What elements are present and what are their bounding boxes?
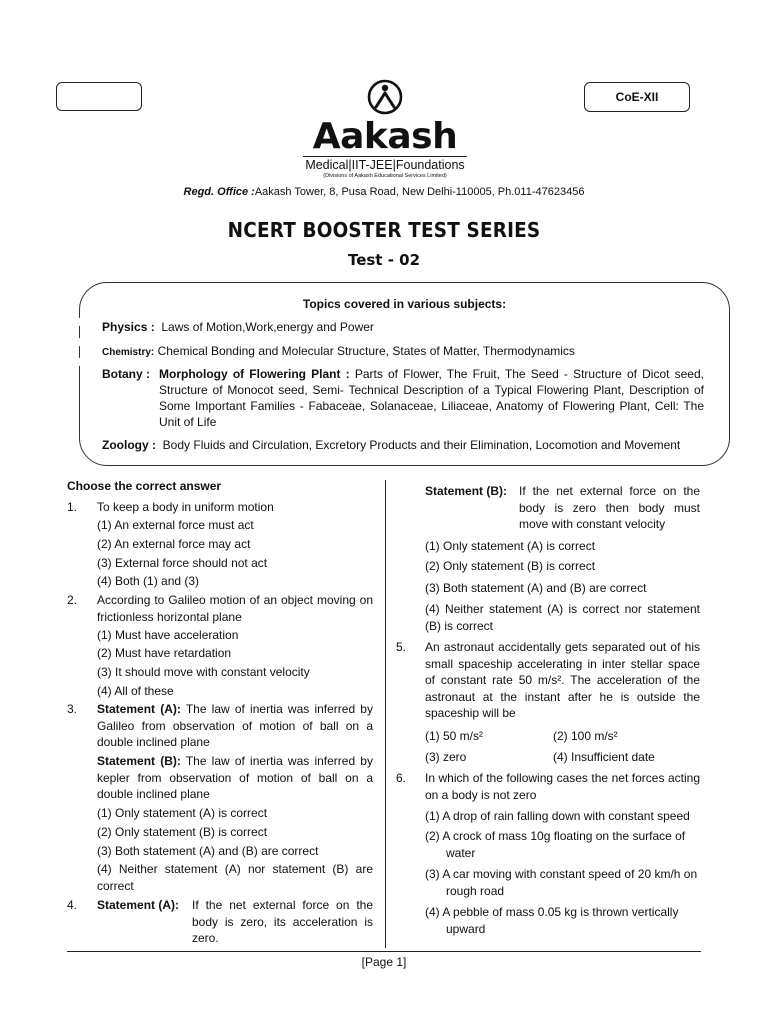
q6-option-2: (2) A crock of mass 10g floating on the surface of water <box>425 829 686 860</box>
q5-number: 5. <box>396 640 407 654</box>
q6-option-1: (1) A drop of rain falling down with constant speed <box>425 809 690 823</box>
q3-option-1: (1) Only statement (A) is correct <box>97 806 268 820</box>
q1-option-4: (4) Both (1) and (3) <box>97 574 200 588</box>
q1-option-2: (2) An external force may act <box>97 537 251 551</box>
q4-number: 4. <box>67 898 78 912</box>
box-gap <box>76 318 80 326</box>
aakash-symbol-icon <box>367 76 403 118</box>
q5-text: An astronaut accidentally gets separated out of his small spaceship accelerating in inter stellar space of constant rate 50 m/s². The acceleration of the astronaut at the instant after he is outside the spaceship will be <box>425 640 700 720</box>
regd-address: Aakash Tower, 8, Pusa Road, New Delhi-110005, Ph.011-47623456 <box>254 186 585 198</box>
regd-label: Regd. Office : <box>183 186 255 198</box>
brand-division: (Divisions of Aakash Educational Services Limited) <box>323 173 447 179</box>
q1-option-3: (3) External force should not act <box>97 556 268 570</box>
topic-botany <box>159 366 704 430</box>
q2-option-4: (4) All of these <box>97 684 174 698</box>
q3-option-4: (4) Neither statement (A) nor statement (B) are correct <box>97 862 373 893</box>
q5-option-2: (2) 100 m/s² <box>553 729 618 743</box>
q4-option-4: (4) Neither statement (A) is correct nor statement (B) is correct <box>425 602 700 633</box>
aakash-logo <box>300 76 470 180</box>
physics-text: Laws of Motion,Work,energy and Power <box>161 320 374 334</box>
registered-office <box>0 186 768 198</box>
footer-rule <box>67 951 701 952</box>
section-heading: Choose the correct answer <box>67 479 222 493</box>
q6-text: In which of the following cases the net forces acting on a body is not zero <box>425 771 700 802</box>
q2-number: 2. <box>67 593 78 607</box>
q4-statement-b-label: Statement (B): <box>425 484 508 498</box>
brand-tagline: Medical|IIT-JEE|Foundations <box>305 158 465 172</box>
q5-option-4: (4) Insufficient date <box>553 750 655 764</box>
physics-label: Physics : <box>102 320 155 334</box>
q3-statement-a-text: The law of inertia was inferred by Galileo from observation of motion of ball on a double inclined plane <box>97 702 373 749</box>
test-number: Test - 02 <box>347 251 421 269</box>
q5-option-3: (3) zero <box>425 750 467 764</box>
box-gap <box>76 358 80 366</box>
q3-option-2: (2) Only statement (B) is correct <box>97 825 268 839</box>
zoology-label: Zoology : <box>102 438 156 452</box>
topic-botany-label <box>102 366 150 382</box>
q1-text: To keep a body in uniform motion <box>97 500 274 514</box>
q4-option-2: (2) Only statement (B) is correct <box>425 559 596 573</box>
q3-option-3: (3) Both statement (A) and (B) are correct <box>97 844 319 858</box>
q6-option-3: (3) A car moving with constant speed of 20 km/h on rough road <box>425 867 698 898</box>
page-number: [Page 1] <box>361 955 407 969</box>
q4-statement-a-text: If the net external force on the body is zero, its acceleration is zero. <box>192 898 373 945</box>
page-title: NCERT BOOSTER TEST SERIES <box>227 218 541 242</box>
topic-zoology <box>102 437 680 453</box>
column-divider <box>385 480 386 948</box>
q2-text: According to Galileo motion of an object moving on frictionless horizontal plane <box>97 593 373 624</box>
q4-option-1: (1) Only statement (A) is correct <box>425 539 596 553</box>
botany-label: Botany : <box>102 367 150 381</box>
code-box-empty <box>56 82 142 111</box>
brand-name: Aakash <box>312 116 458 157</box>
chemistry-label: Chemistry: <box>102 347 155 358</box>
topics-heading: Topics covered in various subjects: <box>302 297 507 311</box>
q3-statement-a-label: Statement (A): <box>97 702 181 716</box>
q3-number: 3. <box>67 702 78 716</box>
topic-physics <box>102 319 374 335</box>
botany-text: Parts of Flower, The Fruit, The Seed - Structure of Dicot seed, Structure of Monocot seed, Semi- Technical Description of a Typical Flowering Plant, Description of Some Important Families - Fabaceae, Solanaceae, Liliaceae, Anatomy of Flowering Plant, Cell: The Unit of Life <box>159 367 704 429</box>
q4-statement-a-label: Statement (A): <box>97 898 180 912</box>
q2-option-2: (2) Must have retardation <box>97 646 232 660</box>
q2-option-3: (3) It should move with constant velocity <box>97 665 310 679</box>
botany-bold: Morphology of Flowering Plant : <box>159 367 350 381</box>
q5-option-1: (1) 50 m/s² <box>425 729 484 743</box>
q3-statement-b-text: The law of inertia was inferred by kepler from observation of motion of ball on a double inclined plane <box>97 754 373 801</box>
q4-option-3: (3) Both statement (A) and (B) are correct <box>425 581 647 595</box>
q6-option-4: (4) A pebble of mass 0.05 kg is thrown vertically upward <box>425 905 679 936</box>
topic-chemistry <box>102 343 575 361</box>
q3-statement-a <box>97 701 373 751</box>
course-code-box: CoE-XII <box>584 82 690 112</box>
q3-statement-b <box>97 753 373 803</box>
q4-statement-b-text: If the net external force on the body is zero then body must move with constant velocity <box>519 484 700 531</box>
chemistry-text: Chemical Bonding and Molecular Structure, States of Matter, Thermodynamics <box>157 344 575 358</box>
q2-option-1: (1) Must have acceleration <box>97 628 239 642</box>
q3-statement-b-label: Statement (B): <box>97 754 181 768</box>
q1-option-1: (1) An external force must act <box>97 518 254 532</box>
zoology-text: Body Fluids and Circulation, Excretory Products and their Elimination, Locomotion and Movement <box>162 438 681 452</box>
q6-number: 6. <box>396 771 407 785</box>
box-gap <box>76 338 80 346</box>
q1-number: 1. <box>67 500 78 514</box>
